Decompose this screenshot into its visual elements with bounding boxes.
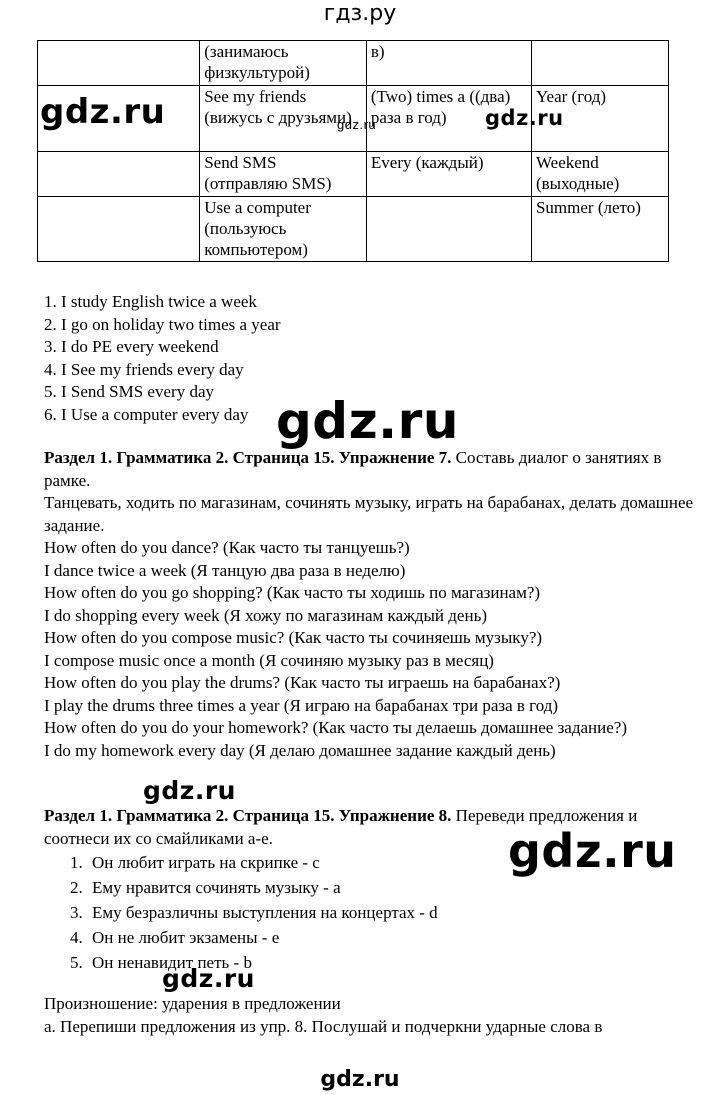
- dialog-line: How often do you compose music? (Как часто ты сочиняешь музыку?): [44, 628, 543, 647]
- table-row: [38, 152, 669, 197]
- item-number: 2.: [70, 878, 83, 897]
- item-number: 4.: [70, 928, 83, 947]
- table-cell: Every (каждый): [366, 152, 531, 197]
- watermark: gdz.ru: [40, 92, 166, 132]
- exercise-7-title: Раздел 1. Грамматика 2. Страница 15. Упражнение 7.: [44, 448, 452, 467]
- list-item: [70, 925, 694, 950]
- table-cell: Use a computer (пользуюсь компьютером): [200, 197, 367, 262]
- table-cell: [38, 41, 200, 86]
- dialog-line: How often do you go shopping? (Как часто ты ходишь по магазинам?): [44, 583, 541, 602]
- dialog-line: I do my homework every day (Я делаю домашнее задание каждый день): [44, 740, 556, 760]
- table-cell: [38, 197, 200, 262]
- exercise-8-list: [44, 850, 694, 975]
- pronunciation-task-a: a. Перепиши предложения из упр. 8. Послушай и подчеркни ударные слова в: [44, 1016, 603, 1036]
- table-cell: Summer (лето): [531, 197, 668, 262]
- dialog-line: How often do you dance? (Как часто ты танцуешь?): [44, 538, 410, 557]
- site-header: гдз.ру: [323, 1, 397, 26]
- table-cell: (Two) times a ((два) раза в год): [366, 86, 531, 152]
- table-row: [38, 197, 669, 262]
- table-cell: Year (год): [531, 86, 668, 152]
- answer-line: 3. I do PE every weekend: [44, 337, 219, 356]
- item-number: 3.: [70, 903, 83, 922]
- list-item: [70, 950, 694, 975]
- item-text: Он любит играть на скрипке - c: [92, 853, 320, 872]
- dialog-line: How often do you do your homework? (Как часто ты делаешь домашнее задание?): [44, 718, 627, 737]
- watermark: gdz.ru: [276, 392, 459, 450]
- table-cell: в): [366, 41, 531, 86]
- pronunciation-title: Произношение: ударения в предложении: [44, 994, 341, 1013]
- item-number: 1.: [70, 853, 83, 872]
- item-text: Ему нравится сочинять музыку - a: [92, 878, 341, 897]
- exercise-7: [44, 447, 694, 762]
- watermark: gdz.ru: [143, 776, 236, 805]
- activities-text: Танцевать, ходить по магазинам, сочинять музыку, играть на барабанах, делать домашнее задание.: [44, 493, 694, 535]
- watermark: gdz.ru: [508, 824, 677, 878]
- answers-list: [44, 291, 694, 426]
- dialog-line: I do shopping every week (Я хожу по магазинам каждый день): [44, 605, 487, 625]
- exercise-8: [44, 805, 694, 975]
- answer-line: 2. I go on holiday two times a year: [44, 314, 281, 334]
- table-cell: [38, 152, 200, 197]
- exercise-8-title: Раздел 1. Грамматика 2. Страница 15. Упражнение 8.: [44, 806, 452, 825]
- table-cell: (занимаюсь физкультурой): [200, 41, 367, 86]
- table-row: [38, 41, 669, 86]
- exercise-8-heading: [44, 805, 694, 850]
- table-cell: [366, 197, 531, 262]
- answer-line: 6. I Use a computer every day: [44, 404, 249, 424]
- item-text: Он не любит экзамены - e: [92, 928, 280, 947]
- table-cell: Send SMS (отправляю SMS): [200, 152, 367, 197]
- exercise-7-heading: [44, 447, 694, 492]
- answer-line: 1. I study English twice a week: [44, 292, 257, 311]
- dialog-line: How often do you play the drums? (Как часто ты играешь на барабанах?): [44, 673, 561, 692]
- exercise-8-task: Переведи предложения и соотнеси их со смайликами a-e.: [44, 806, 638, 848]
- watermark: gdz.ru: [485, 106, 564, 130]
- pronunciation: [44, 993, 694, 1038]
- watermark: gdz.ru: [162, 964, 255, 993]
- footer-watermark: gdz.ru: [320, 1067, 400, 1092]
- answer-line: 4. I See my friends every day: [44, 359, 244, 379]
- list-item: [70, 900, 694, 925]
- answer-line: 5. I Send SMS every day: [44, 382, 214, 401]
- watermark-small: gdz.ru: [337, 117, 377, 132]
- list-item: [70, 850, 694, 875]
- table-cell: Weekend (выходные): [531, 152, 668, 197]
- table-cell: See my friends (вижусь с друзьями): [200, 86, 367, 152]
- list-item: [70, 875, 694, 900]
- item-text: Он ненавидит петь - b: [92, 953, 252, 972]
- dialog-line: I compose music once a month (Я сочиняю музыку раз в месяц): [44, 650, 494, 670]
- item-text: Ему безразличны выступления на концертах - d: [92, 903, 438, 922]
- table-cell: [531, 41, 668, 86]
- dialog-line: I dance twice a week (Я танцую два раза в неделю): [44, 560, 406, 580]
- dialog-line: I play the drums three times a year (Я играю на барабанах три раза в год): [44, 695, 559, 715]
- activities-table: [37, 40, 669, 262]
- exercise-7-task: Составь диалог о занятиях в рамке.: [44, 448, 662, 490]
- item-number: 5.: [70, 953, 83, 972]
